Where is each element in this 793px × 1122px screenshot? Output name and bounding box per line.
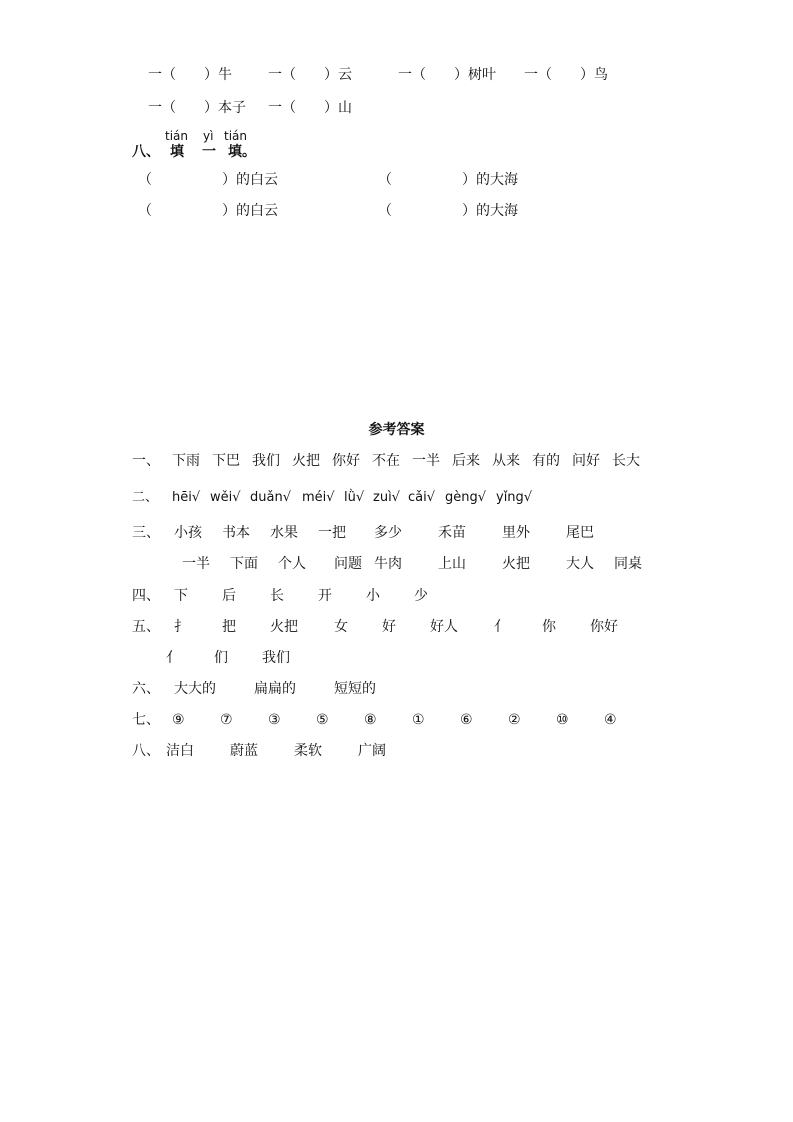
answer-item: 蔚蓝 [230,743,258,759]
answer-item: 不在 [372,453,400,469]
answer-item: 火把 [292,453,320,469]
answer-item: 同桌 [614,556,642,572]
answer-item: 把 [222,619,236,635]
answer-item: 大大的 [174,681,216,697]
answer-item: 你 [542,619,556,635]
answer-item: 火把 [502,556,530,572]
heading-char: 一 [202,144,216,160]
answer-item: 你好 [590,619,618,635]
answer-item: 后来 [452,453,480,469]
answer-item: 后 [222,588,236,604]
answer-item: gèng√ [445,490,487,505]
answer-item: 扁扁的 [254,681,296,697]
answer-item: 有的 [532,453,560,469]
answer-item: 火把 [270,619,298,635]
answer-item: 小孩 [174,525,202,541]
answer-number: 二、 [132,490,159,505]
answer-item: 下面 [230,556,258,572]
answer-number: 四、 [132,588,160,604]
blank-item: 一（ ）树叶 [398,67,496,83]
answer-item: 一把 [318,525,346,541]
answer-item: 下巴 [212,453,240,469]
answer-item: 多少 [374,525,402,541]
answer-item: ⑩ [556,712,569,728]
answer-item: 下雨 [172,453,200,469]
blank-item: 一（ ）本子 [148,100,246,116]
answer-item: 亻 [166,650,180,666]
answer-item: ⑨ [172,712,185,728]
answer-item: 我们 [262,650,290,666]
answer-item: 一半 [182,556,210,572]
answer-number: 八、 [132,743,160,759]
answer-item: 里外 [502,525,530,541]
answer-item: 尾巴 [566,525,594,541]
answer-item: 亻 [494,619,508,635]
answer-item: ⑥ [460,712,473,728]
answer-item: cǎi√ [408,490,436,505]
answer-item: ⑧ [364,712,377,728]
blank-item: 一（ ）云 [268,67,352,83]
pinyin-tian: tián [165,129,188,143]
blank-item: 一（ ）牛 [148,67,232,83]
pinyin-yi: yì [203,129,214,143]
answer-item: 开 [318,588,332,604]
answer-item: 们 [214,650,228,666]
answer-number: 三、 [132,525,160,541]
answer-item: 好 [382,619,396,635]
answer-item: wěi√ [210,490,241,505]
answers-title: 参考答案 [368,422,425,438]
heading-char: 填 [170,144,184,160]
answer-item: ⑦ [220,712,233,728]
answer-item: ① [412,712,425,728]
answer-item: 水果 [270,525,298,541]
fill-blank: （ ）的白云 [138,203,278,219]
answer-item: zuì√ [373,490,400,505]
answer-item: 牛肉 [374,556,402,572]
answer-item: 你好 [332,453,360,469]
answer-item: 从来 [492,453,520,469]
answer-item: 问好 [572,453,600,469]
answer-item: 一半 [412,453,440,469]
answer-item: lǜ√ [344,490,365,505]
answer-item: 禾苗 [438,525,466,541]
pinyin-tian: tián [224,129,247,143]
answer-number: 五、 [132,619,160,635]
answer-item: ④ [604,712,617,728]
answer-number: 六、 [132,681,160,697]
answer-item: ⑤ [316,712,329,728]
answer-item: 我们 [252,453,280,469]
answer-item: méi√ [302,490,335,505]
answer-item: 柔软 [294,743,322,759]
answer-item: 下 [174,588,188,604]
answer-item: 好人 [430,619,458,635]
answer-item: 长 [270,588,284,604]
answer-item: 广阔 [358,743,386,759]
fill-blank: （ ）的大海 [378,172,518,188]
answer-item: 少 [414,588,428,604]
blank-item: 一（ ）山 [268,100,352,116]
answer-item: 洁白 [166,743,194,759]
answer-item: 扌 [174,619,188,635]
answer-item: 长大 [612,453,640,469]
answer-item: yǐng√ [496,490,533,505]
answer-item: ③ [268,712,281,728]
blank-item: 一（ ）鸟 [524,67,608,83]
answer-item: 书本 [222,525,250,541]
answer-item: 上山 [438,556,466,572]
answer-item: ② [508,712,521,728]
answer-item: 女 [334,619,348,635]
answer-item: duǎn√ [250,490,291,505]
answer-number: 一、 [132,453,160,469]
fill-blank: （ ）的白云 [138,172,278,188]
fill-blank: （ ）的大海 [378,203,518,219]
answer-number: 七、 [132,712,160,728]
heading-char: 填。 [228,144,256,160]
answer-item: 小 [366,588,380,604]
answer-item: 短短的 [334,681,376,697]
section-number: 八、 [132,144,160,160]
answer-item: 个人 [278,556,306,572]
answer-item: hēi√ [172,490,201,505]
answer-item: 问题 [334,556,362,572]
answer-item: 大人 [566,556,594,572]
